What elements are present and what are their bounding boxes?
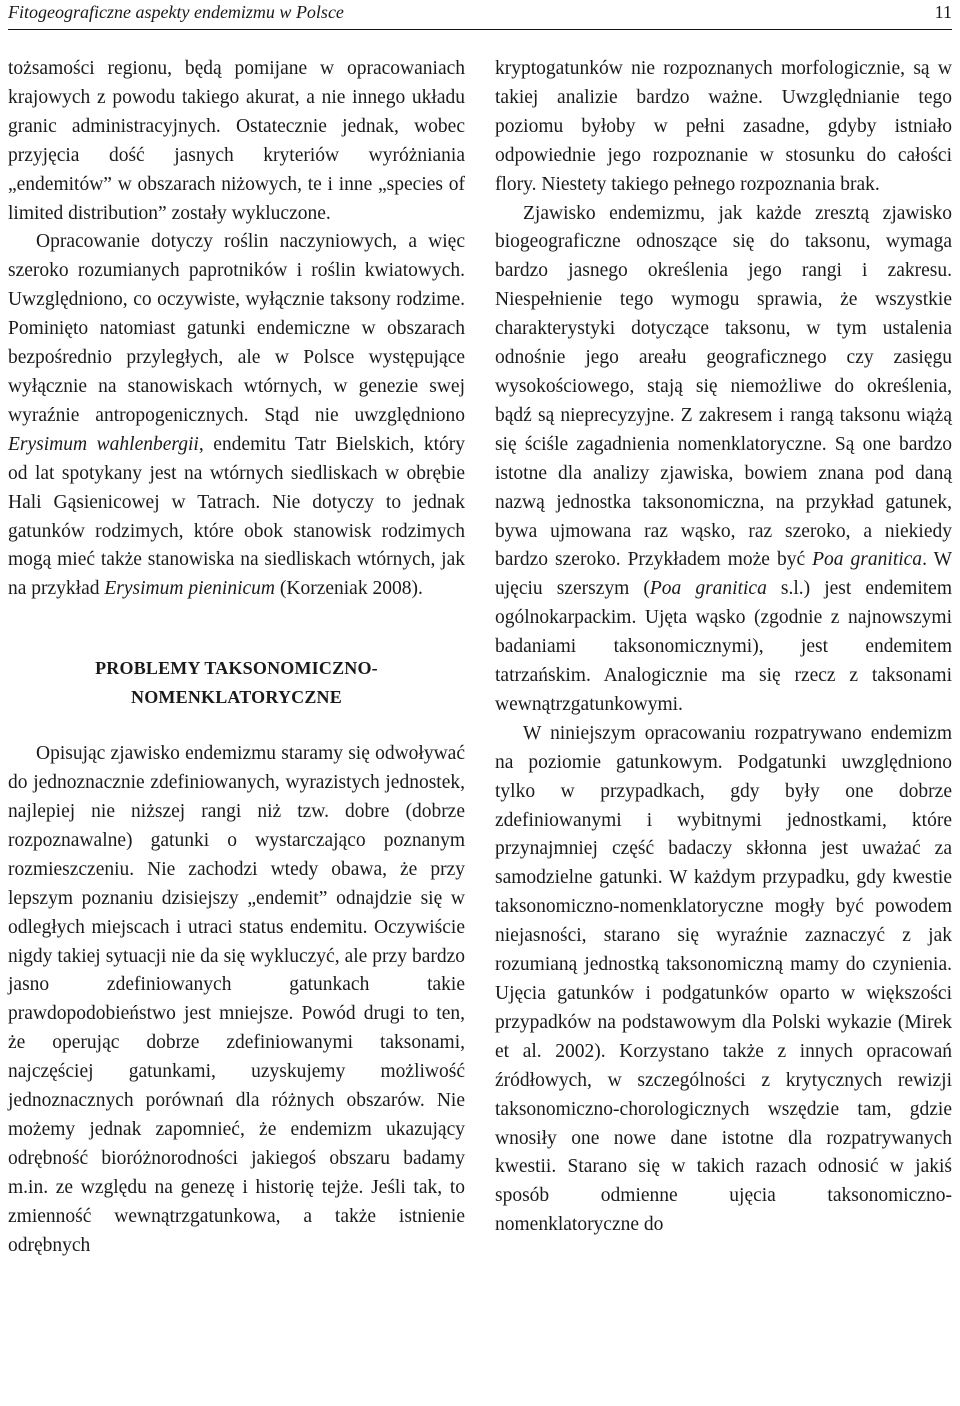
left-paragraph-3: Opisując zjawisko endemizmu staramy się odwoływać do jednoznacznie zdefiniowanych, wyrazistych jednostek, najlepiej nie niższej rangi niż tzw. dobre (dobrze rozpoznawalne) gatunki o wystarczająco poznanym rozmieszczeniu. Nie zachodzi wtedy obawa, że przy lepszym poznaniu dzisiejszy „endemit” odnajdzie się w odległych miejscach i utraci status endemitu. Oczywiście nigdy takiej sytuacji nie da się wykluczyć, ale przy bardzo jasno zdefiniowanych gatunkach takie prawdopodobieństwo jest mniejsze. Powód drugi to ten, że operując dobrze zdefiniowanymi taksonami, najczęściej gatunkami, uzyskujemy możliwość jednoznacznych porównań dla różnych obszarów. Nie możemy jednak zapomnieć, że endemizm ukazujący odrębność bioróżnorodności jakiegoś obszaru badamy m.in. ze względu na genezę i historię tejże. Jeśli tak, to zmienność wewnątrzgatunkowa, a także istnienie odrębnych: [8, 743, 465, 1256]
left-p2-text-c: (Korzeniak 2008).: [275, 578, 423, 600]
left-column: [8, 55, 465, 1261]
species-name-poa-granitica: Poa granitica: [812, 549, 923, 571]
header-rule: [8, 29, 952, 30]
section-heading-line-2: NOMENKLATORYCZNE: [131, 687, 342, 708]
right-paragraph-1: kryptogatunków nie rozpoznanych morfologicznie, są w takiej analizie bardzo ważne. Uwzględnianie tego poziomu byłoby w pełni zasadne, gdyby istniało odpowiednie jego rozpoznanie w stosunku do całości flory. Niestety takiego pełnego rozpoznania brak.: [495, 58, 952, 195]
running-title: Fitogeograficzne aspekty endemizmu w Polsce: [8, 2, 344, 22]
left-paragraph-1: tożsamości regionu, będą pomijane w opracowaniach krajowych z powodu takiego akurat, a nie innego układu granic administracyjnych. Ostatecznie jednak, wobec przyjęcia dość jasnych kryteriów wyróżniania „endemitów” w obszarach niżowych, te i inne „species of limited distribution” zostały wykluczone.: [8, 58, 465, 224]
right-p2-text-c: s.l.) jest endemitem ogólnokarpackim. Ujęta wąsko (zgodnie z najnowszymi badaniami taksonomicznymi), jest endemitem tatrzańskim. Analogicznie ma się rzecz z taksonami wewnątrzgatunkowymi.: [495, 578, 952, 715]
species-name-erysimum-pieninicum: Erysimum pieninicum: [104, 578, 275, 600]
right-p2-text-b: . W ujęciu szerszym (: [495, 549, 952, 600]
section-heading: [8, 654, 465, 712]
left-p2-text-a: Opracowanie dotyczy roślin naczyniowych, a więc szeroko rozumianych paprotników i roślin kwiatowych. Uwzględniono, co oczywiste, wyłącznie taksony rodzime. Pominięto natomiast gatunki endemiczne w obszarach bezpośrednio przyległych, ale w Polsce występujące wyłącznie na stanowiskach wtórnych, w genezie swej wyraźnie antropogenicznych. Stąd nie uwzględniono: [8, 231, 465, 426]
running-head: [8, 0, 952, 30]
species-name-erysimum-wahlenbergii: Erysimum wahlenbergii: [8, 433, 199, 455]
left-p2-text-b: , endemitu Tatr Bielskich, który od lat spotykany jest na wtórnych siedliskach w obrębie Hali Gąsienicowej w Tatrach. Nie dotyczy to jednak gatunków rodzimych, które obok stanowisk rodzimych mogą mieć także stanowiska na siedliskach wtórnych, jak na przykład: [8, 433, 465, 600]
page-number: 11: [934, 2, 952, 22]
right-p2-text-a: Zjawisko endemizmu, jak każde zresztą zjawisko biogeograficzne odnoszące się do taksonu, wymaga bardzo jasnego określenia jego rangi i zakresu. Niespełnienie tego wymogu sprawia, że wszystkie charakterystyki dotyczące taksonu, w tym ustalenia odnośnie jego areału geograficznego czy zasięgu wysokościowego, stają się niemożliwe do określenia, bądź są nieprecyzyjne. Z zakresem i rangą taksonu wiążą się ściśle zagadnienia nomenklatoryczne. Są one bardzo istotne dla analizy zjawiska, bowiem znana pod daną nazwą jednostka taksonomiczna, na przykład gatunek, bywa ujmowana raz wąsko, raz szeroko, a niekiedy bardzo szeroko. Przykładem może być: [495, 202, 952, 571]
section-heading-line-1: PROBLEMY TAKSONOMICZNO-: [95, 658, 378, 679]
right-paragraph-3: W niniejszym opracowaniu rozpatrywano endemizm na poziomie gatunkowym. Podgatunki uwzględniono tylko w przypadkach, gdy były one dobrze zdefiniowanymi i wybitnymi jednostkami, które przynajmniej część badaczy skłonna jest uważać za samodzielne gatunki. W każdym przypadku, gdy kwestie taksonomiczno-nomenklatoryczne mogły być powodem niejasności, starano się wyraźnie zaznaczyć z jak rozumianą jednostką taksonomiczną mamy do czynienia. Ujęcia gatunków i podgatunków oparto w większości przypadków na podstawowym dla Polski wykazie (Mirek et al. 2002). Korzystano także z innych opracowań źródłowych, w szczególności z krytycznych rewizji taksonomiczno-chorologicznych wszędzie tam, gdzie wnosiły one nowe dane istotne dla rozpatrywanych kwestii. Starano się w takich razach odnosić w jakiś sposób odmienne ujęcia taksonomiczno-nomenklatoryczne do: [495, 722, 952, 1236]
right-column: [495, 55, 952, 1240]
right-paragraph-2: [495, 200, 952, 720]
species-name-poa-granitica-sl: Poa granitica: [649, 578, 767, 600]
left-paragraph-2: [8, 228, 465, 604]
